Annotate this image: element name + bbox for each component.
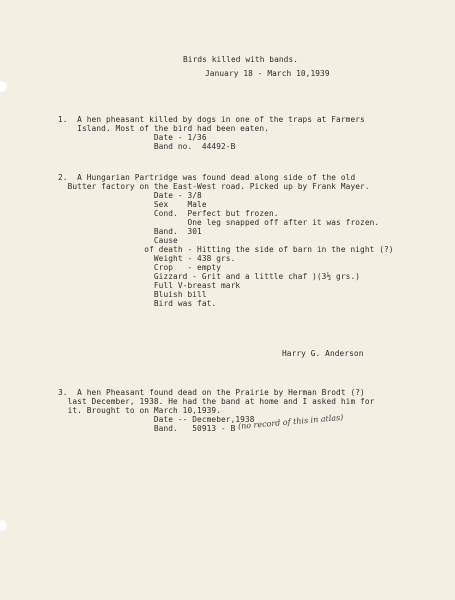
signature: Harry G. Anderson (282, 349, 364, 358)
entry-2-line-5: Cond. Perfect but frozen. (58, 209, 279, 218)
document-title: Birds killed with bands. (183, 55, 299, 64)
entry-2-line-13: Full V-breast mark (58, 281, 241, 290)
entry-1-line-2: Island. Most of the bird had been eaten. (58, 124, 269, 133)
entry-2-line-2: Butter factory on the East-West road. Picked up by Frank Mayer. (58, 182, 370, 191)
entry-2-line-11: Crop - empty (58, 263, 221, 272)
entry-2-line-6: One leg snapped off after it was frozen. (58, 218, 380, 227)
entry-3-line-5: Band. 50913 - B (58, 424, 236, 433)
date-range: January 18 - March 10,1939 (205, 69, 330, 78)
entry-3-line-3: it. Brought to on March 10,1939. (58, 406, 221, 415)
entry-2-line-8: Cause (58, 236, 178, 245)
entry-2-line-10: Weight - 438 grs. (58, 254, 236, 263)
entry-3-line-2: last December, 1938. He had the band at home and I asked him for (58, 397, 375, 406)
entry-2-line-7: Band. 301 (58, 227, 202, 236)
entry-3-line-4: Date -- Decmeber,1938 (58, 415, 255, 424)
entry-2-line-1: 2. A Hungarian Partridge was found dead along side of the old (58, 173, 356, 182)
entry-2-line-12: Gizzard - Grit and a little chaf )(3½ grs.) (58, 272, 361, 281)
entry-2-line-14: Bluish bill (58, 290, 207, 299)
punch-hole-top (0, 80, 8, 93)
punch-hole-bottom (0, 519, 8, 532)
entry-1-line-3: Date - 1/36 (58, 133, 207, 142)
entry-2-line-9: of death - Hitting the side of barn in the night (?) (58, 245, 394, 254)
handwritten-note: (no record of this in atlas) (237, 412, 344, 431)
entry-1-line-1: 1. A hen pheasant killed by dogs in one of the traps at Farmers (58, 115, 365, 124)
entry-2-line-4: Sex Male (58, 200, 207, 209)
entry-2-line-3: Date - 3/8 (58, 191, 202, 200)
entry-1-line-4: Band no. 44492-B (58, 142, 236, 151)
entry-2-line-15: Bird was fat. (58, 299, 217, 308)
entry-3-line-1: 3. A hen Pheasant found dead on the Prairie by Herman Brodt (?) (58, 388, 365, 397)
